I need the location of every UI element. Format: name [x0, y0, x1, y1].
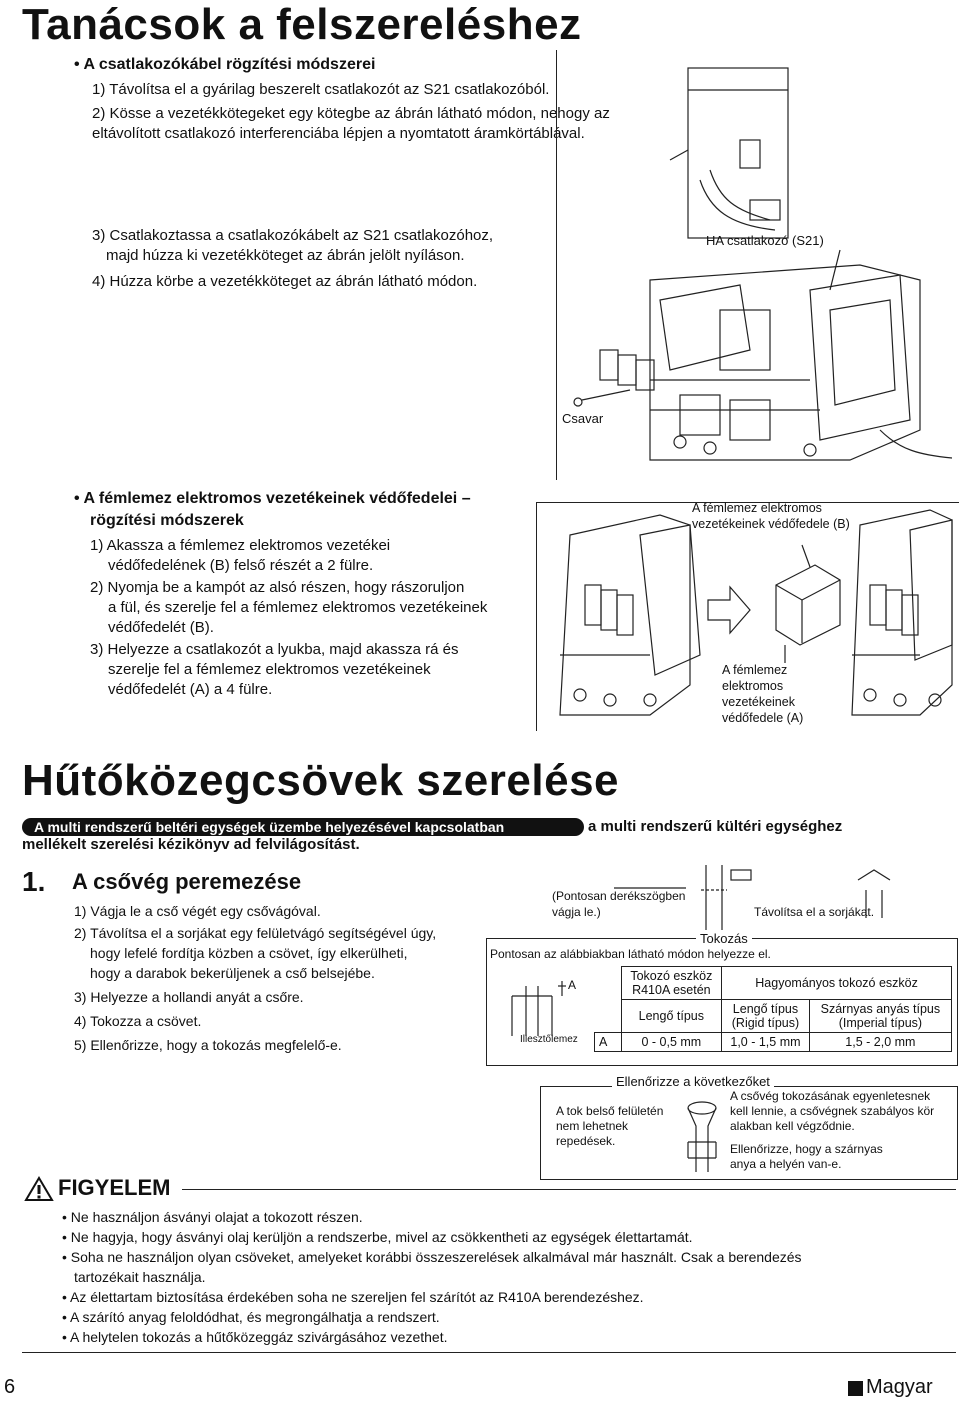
- footer-rule: [22, 1352, 956, 1353]
- bullet-heading-cover-cont: rögzítési módszerek: [90, 512, 244, 529]
- cover-step-3b: szerelje fel a fémlemez elektromos vezetékeinek: [108, 661, 431, 678]
- burr-label: Távolítsa el a sorjákat.: [754, 905, 875, 919]
- banner-text: A multi rendszerű beltéri egységek üzembe helyezésével kapcsolatban: [34, 819, 505, 835]
- connector-illustration: [560, 50, 958, 480]
- flare-step-2c: hogy a darabok bekerüljenek a cső belsejébe.: [90, 965, 375, 981]
- check-title: Ellenőrizze a következőket: [612, 1073, 774, 1090]
- flare-step-2: 2) Távolítsa el a sorjákat egy felületvágó segítségével úgy,: [74, 925, 437, 941]
- step-number: 1.: [22, 866, 46, 897]
- check-left-1: A tok belső felületén: [556, 1104, 664, 1118]
- screw-label: Csavar: [562, 411, 604, 426]
- language-square-icon: [848, 1381, 863, 1396]
- warning-list: [62, 1208, 802, 1348]
- flare-step-4: 4) Tokozza a csövet.: [74, 1013, 202, 1029]
- cover-a-label-2: elektromos: [722, 679, 784, 693]
- warning-item: • Az élettartam biztosítása érdekében soha ne szereljen fel szárítót az R410A berendezéshez.: [62, 1289, 644, 1305]
- cut-label-2: vágja le.): [552, 905, 601, 919]
- val-rigid: 1,0 - 1,5 mm: [722, 1033, 810, 1052]
- step-3a: 3) Csatlakoztassa a csatlakozókábelt az S21 csatlakozóhoz,: [92, 227, 494, 244]
- cover-b-label-1: A fémlemez elektromos: [692, 501, 822, 515]
- check-right-2b: anya a helyén van-e.: [730, 1157, 842, 1171]
- page-number: 6: [4, 1376, 16, 1398]
- step-1: 1) Távolítsa el a gyárilag beszerelt csatlakozót az S21 csatlakozóból.: [92, 81, 550, 98]
- cover-step-2a: 2) Nyomja be a kampót az alsó részen, hogy rászoruljon: [90, 579, 465, 596]
- check-right-2a: Ellenőrizze, hogy a szárnyas: [730, 1142, 883, 1156]
- flare-step-5: 5) Ellenőrizze, hogy a tokozás megfelelő-e.: [74, 1037, 342, 1053]
- val-imperial: 1,5 - 2,0 mm: [809, 1033, 951, 1052]
- language-label: Magyar: [866, 1376, 933, 1398]
- cover-a-label-1: A fémlemez: [722, 663, 788, 677]
- flare-step-1: 1) Vágja le a cső végét egy csővágóval.: [74, 903, 321, 919]
- warning-title: FIGYELEM: [58, 1175, 171, 1200]
- warning-item: • Soha ne használjon olyan csöveket, amelyeket korábbi összeszerelések alkalmával már használt. Csak a berendezés: [62, 1249, 802, 1265]
- warning-item: tartozékait használja.: [74, 1269, 206, 1285]
- flared-pipe-drawing: [672, 1092, 732, 1176]
- cover-step-3c: védőfedelét (A) a 4 fülre.: [108, 681, 273, 698]
- check-right-1a: A csővég tokozásának egyenletesnek: [730, 1089, 931, 1103]
- banner-continuation: a multi rendszerű kültéri egységhez: [588, 818, 843, 835]
- check-left-3: repedések.: [556, 1134, 616, 1148]
- sub-clutch: Lengő típus: [621, 1000, 722, 1033]
- step-4: 4) Húzza körbe a vezetékköteget az ábrán látható módon.: [92, 273, 478, 290]
- banner-line-2: mellékelt szerelési kézikönyv ad felvilágosítást.: [22, 836, 360, 853]
- check-right-1c: alakban kell végződnie.: [730, 1119, 855, 1133]
- flare-step-2b: hogy lefelé fordítja közben a csövet, így elkerülheti,: [90, 945, 408, 961]
- warning-item: • A szárító anyag feloldódhat, és megrongálhatja a rendszert.: [62, 1309, 440, 1325]
- step-2a: 2) Kösse a vezetékkötegeket egy kötegbe az ábrán látható módon, nehogy az: [92, 105, 610, 122]
- die-label: Illesztőlemez: [520, 1034, 578, 1045]
- check-left-2: nem lehetnek: [556, 1119, 629, 1133]
- page-title: Tanácsok a felszereléshez: [22, 0, 582, 49]
- sub-imperial: Szárnyas anyás típus (Imperial típus): [809, 1000, 951, 1033]
- cover-step-2b: a fül, és szerelje fel a fémlemez elektromos vezetékeinek: [108, 599, 488, 616]
- flare-dimension-table: [594, 966, 952, 1052]
- tokozas-title: Tokozás: [696, 930, 752, 947]
- cover-step-2c: védőfedelét (B).: [108, 619, 214, 636]
- warning-item: • A helytelen tokozás a hűtőközeggáz szivárgásához vezethet.: [62, 1329, 448, 1345]
- cover-step-1b: védőfedelének (B) felső részét a 2 fülre.: [108, 557, 374, 574]
- bullet-heading-cover: • A fémlemez elektromos vezetékeinek védőfedelei –: [74, 490, 471, 507]
- flare-step-3: 3) Helyezze a hollandi anyát a csőre.: [74, 989, 304, 1005]
- warning-triangle-icon: [24, 1176, 54, 1202]
- cover-b-label-2: vezetékeinek védőfedele (B): [692, 517, 850, 531]
- cover-a-label-3: vezetékeinek: [722, 695, 795, 709]
- sub-rigid: Lengő típus (Rigid típus): [722, 1000, 810, 1033]
- cover-step-3a: 3) Helyezze a csatlakozót a lyukba, majd akassza rá és: [90, 641, 459, 658]
- section-title-piping: Hűtőközegcsövek szerelése: [22, 756, 620, 805]
- step-title: A csővég peremezése: [72, 869, 302, 894]
- tokozas-subtitle: Pontosan az alábbiakban látható módon helyezze el.: [490, 947, 771, 961]
- col-r410a: Tokozó eszköz R410A esetén: [621, 967, 722, 1000]
- warning-item: • Ne használjon ásványi olajat a tokozott részen.: [62, 1209, 363, 1225]
- a-dim-label: A: [568, 978, 577, 992]
- cover-a-label-4: védőfedele (A): [722, 711, 804, 725]
- cut-label-1: (Pontosan derékszögben: [552, 889, 686, 903]
- ha-connector-label: HA csatlakozó (S21): [706, 233, 824, 248]
- warning-item: • Ne hagyja, hogy ásványi olaj kerüljön a rendszerbe, mivel az csökkentheti az egységek élettartamát.: [62, 1229, 693, 1245]
- val-r410a: 0 - 0,5 mm: [621, 1033, 722, 1052]
- bullet-heading-connector: • A csatlakozókábel rögzítési módszerei: [74, 56, 376, 73]
- step-2b: eltávolított csatlakozó interferenciába lépjen a nyomtatott áramkörtáblával.: [92, 125, 585, 142]
- col-conventional: Hagyományos tokozó eszköz: [722, 967, 952, 1000]
- step-3b: majd húzza ki vezetékköteget az ábrán jelölt nyíláson.: [106, 247, 465, 264]
- row-a-label: A: [595, 1033, 622, 1052]
- warning-rule: [182, 1189, 956, 1190]
- cover-step-1a: 1) Akassza a fémlemez elektromos vezetékei: [90, 537, 391, 554]
- check-right-1b: kell lennie, a csővégnek szabályos kör: [730, 1104, 935, 1118]
